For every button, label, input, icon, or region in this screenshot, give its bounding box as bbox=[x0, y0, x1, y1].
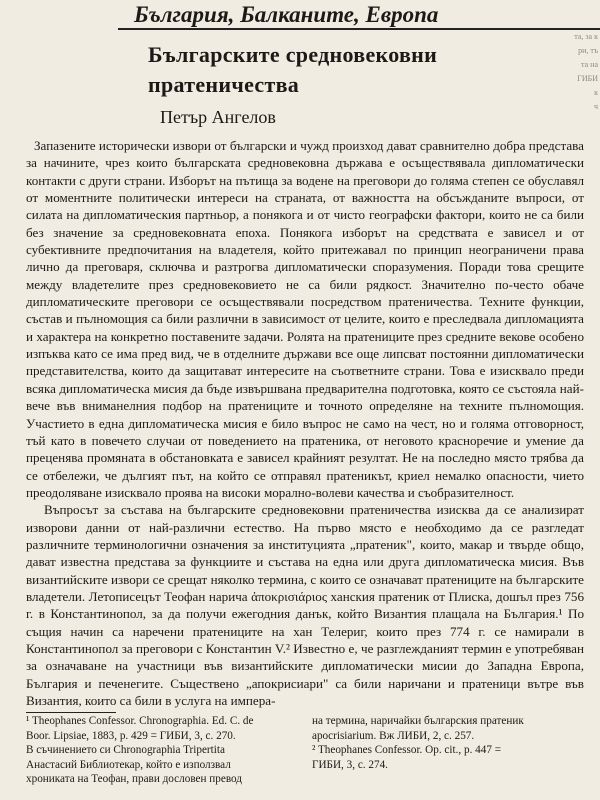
author-name: Петър Ангелов bbox=[160, 107, 276, 127]
footnote-line: хрониката на Теофан, прави дословен превод bbox=[26, 773, 242, 785]
facing-page-bleed: та, за к ри, тъ та на ГИБИ к ч bbox=[574, 32, 598, 111]
footnote-line: Boor. Lipsiae, 1883, p. 429 = ГИБИ, 3, с. 270. bbox=[26, 729, 236, 742]
footnote-line: В съчинението си Chronographia Tripertita bbox=[26, 744, 225, 756]
running-header: България, Балканите, Европа bbox=[118, 0, 600, 30]
article-body bbox=[26, 137, 584, 709]
article-title: Българските средновековни пратеничества bbox=[148, 42, 438, 97]
footnote-rule bbox=[26, 712, 116, 713]
paragraph: Запазените исторически извори от български и чужд произход дават сравнително добра представа за начините, чрез които българската средновековна държава е осъществявала дипломатически контакти с други страни. Изборът на пътища за водене на преговори до голяма степен се обуславял от моментните политически интереси на страната, от важността на обсъжданите въпроси, от силата на дипломатическия партньор, а понякога и от чисто географски фактори, които не са били без значение за средновековната епоха. Понякога изборът на средствата е зависел и от субективните предпочитания на владетеля, който притежавал по принцип неограничени права лично да преговаря, сключва и разтрогва дипломатически споразумения. Поради това срещите между владетелите през средновековието не са били рядкост. Значително по-често обаче дипломатическите преговори се осъществявали посредством пратеничества. Техните функции, състав и пълномощия са били различни в зависимост от целите, които е преследвала дипломацията и характера на конкретно поставените задачи. Ролята на пратениците през средните векове особено изпъква като се има пред вид, че в отделните държави все още липсват постоянни дипломатически представителства, които да защитават интересите на съответните страни. Това е изисквало преди всяка дипломатическа мисия да бъде извършвана предварителна подготовка, която се състояла най-вече във вниманелния подбор на пратениците и точното определяне на техните пълномощия. Участието в една дипломатическа мисия е било въпрос не само на чест, но и голяма отговорност, тъй като в повечето случаи от поведението на пратеника, от неговото красноречие и умение да преценява промяната в обстановката е зависел крайният резултат. Не на последно място трябва да се отбележи, че дългият път, на който се отправял пратеникът, криел немалко опасности, чието преодоляване изисквало проява на високи морално-волеви качества и съобразителност. bbox=[26, 138, 584, 500]
footnotes-left bbox=[26, 714, 296, 787]
footnote-line: на термина, наричайки българския пратеник bbox=[312, 715, 524, 727]
footnote-line: ГИБИ, 3, с. 274. bbox=[312, 758, 388, 771]
paragraph: Въпросът за състава на българските средновековни пратеничества изисква да се анализират изворови данни от най-различни естество. На първо място е необходимо да се разгледат различните терминологични означения за институцията „пратеник", които, макар и твърде общо, дават известна представа за функциите и състава на една или друга дипломатическа мисия. Във византийските извори се срещат няколко термина, с които се означават пратениците на българските владетели. Летописецът Теофан нарича ἀποκρισιάριος ханския пратеник от Плиска, дошъл през 756 г. в Константинопол, за да получи ежегодния данък, който Византия плащала на България.¹ По същия начин са наречени пратениците на хан Телериг, които през 774 г. се намирали в Константинопол за преговори с Константин V.² Известно е, че разглежданият термин е употребяван за означаване на участници във византийските дипломатически мисии до Западна Европа, България и печенегите. Съществено „апокрисиари" са били наричани и пратеници вътре във Византия, които са били в услуга на импера- bbox=[26, 502, 584, 708]
footnotes-right bbox=[312, 714, 584, 772]
footnote-line: ² Theophanes Confessor. Op. cit., p. 447 = bbox=[312, 744, 502, 756]
footnote-line: Анастасий Библиотекар, който е използвал bbox=[26, 758, 231, 771]
footnote-line: ¹ Theophanes Confessor. Chronographia. Ed. C. de bbox=[26, 715, 254, 727]
footnote-line: apocrisiarium. Вж ЛИБИ, 2, с. 257. bbox=[312, 729, 475, 742]
